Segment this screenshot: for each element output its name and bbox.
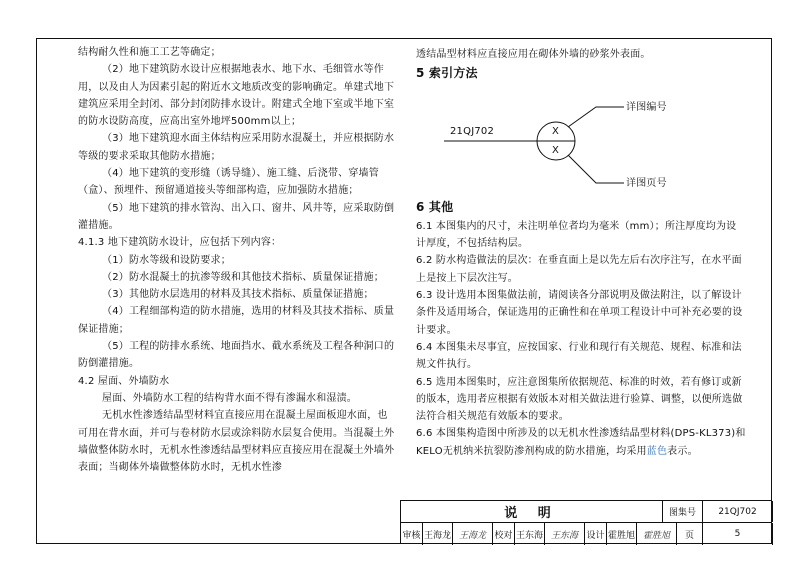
index-symbol-graphic	[416, 85, 746, 197]
paragraph: 6.1 本图集内的尺寸，未注明单位者均为毫米（mm）；所注厚度均为设计厚度，不包括结构层。	[416, 220, 737, 250]
blue-color-label: 蓝色	[646, 445, 668, 457]
atlas-number-label: 图集号	[663, 501, 703, 522]
reviewer-signature: 王海龙	[453, 523, 493, 545]
left-column	[78, 44, 396, 476]
title-block	[400, 500, 772, 544]
title-block-row	[401, 523, 772, 545]
paragraph: （5）工程的防排水系统、地面挡水、截水系统及工程各种洞口的防倒灌措施。	[78, 341, 395, 370]
paragraph: 6.5 选用本图集时，应注意图集所依据规范、标准的时效，若有修订或新的版本，选用者应根据有效版本对相关做法进行验算、调整，以便所选做法符合相关规范有效版本的要求。	[416, 376, 743, 423]
section-heading-6: 6 其他	[416, 199, 454, 214]
paragraph: （5）地下建筑的排水管沟、出入口、窗井、风井等，应采取防倒灌措施。	[78, 202, 395, 231]
checker-name: 王东海	[515, 523, 545, 545]
paragraph: 6.4 本图集未尽事宜，应按国家、行业和现行有关规范、规程、标准和法规文件执行。	[416, 341, 742, 371]
paragraph: 透结晶型材料应直接应用在砌体外墙的砂浆外表面。	[416, 49, 651, 60]
page-number: 5	[703, 523, 773, 545]
paragraph: 屋面、外墙防水工程的结构背水面不得有渗漏水和湿渍。	[102, 392, 357, 404]
paragraph: （4）工程细部构造的防水措施，选用的材料及其技术指标、质量保证措施；	[78, 306, 395, 335]
paragraph: （3）地下建筑迎水面主体结构应采用防水混凝土，并应根据防水等级的要求采取其他防水措施；	[78, 133, 395, 162]
paragraph: （4）地下建筑的变形缝（诱导缝）、施工缝、后浇带、穿墙管（盒）、预埋件、预留通道接头等细部构造，应加强防水措施；	[78, 168, 379, 197]
detail-page-label: 详图页号	[626, 177, 667, 189]
index-code: 21QJ702	[450, 125, 495, 137]
title-block-row	[401, 501, 772, 523]
page-label: 页	[677, 523, 703, 545]
index-diagram	[416, 85, 746, 197]
paragraph: （1）防水等级和设防要求；	[102, 254, 231, 266]
paragraph: 结构耐久性和施工工艺等确定；	[78, 47, 221, 58]
paragraph: 6.3 设计选用本图集做法前，请阅读各分部说明及做法附注，以了解设计条件及适用场合，保证选用的正确性和在单项工程设计中可补充必要的设计要求。	[416, 290, 743, 336]
designer-signature: 霍胜旭	[637, 523, 677, 545]
paragraph-text: 表示。	[667, 445, 698, 457]
section-heading-5: 5 索引方法	[416, 66, 478, 81]
designer-name: 霍胜旭	[607, 523, 637, 545]
paragraph: （3）其他防水层选用的材料及其技术指标、质量保证措施；	[102, 289, 374, 301]
paragraph: （2）地下建筑防水设计应根据地表水、地下水、毛细管水等作用，以及由人为因素引起的附近水文地质改变的影响确定。单建式地下建筑应采用全封闭、部分封闭防排水设计。附建式全地下室或半地下室的防水设防高度，应高出室外地坪500mm以上；	[78, 64, 395, 128]
check-label: 校对	[493, 523, 515, 545]
index-detail-number: X	[552, 125, 560, 137]
review-label: 审核	[401, 523, 423, 545]
right-column	[416, 46, 746, 460]
index-page-number: X	[552, 144, 560, 156]
checker-signature: 王东海	[545, 523, 585, 545]
reviewer-name: 王海龙	[423, 523, 453, 545]
section-heading: 4.2 屋面、外墙防水	[78, 375, 170, 387]
section-heading: 4.1.3 地下建筑防水设计，应包括下列内容：	[78, 237, 282, 249]
drawing-title: 说 明	[401, 501, 663, 522]
atlas-number: 21QJ702	[703, 501, 773, 522]
design-label: 设计	[585, 523, 607, 545]
paragraph-text: 6.6 本图集构造图中所涉及的以无机水性渗透结晶型材料(DPS-KL373)和KELO无机纳米抗裂防渗剂构成的防水措施，均采用	[416, 428, 746, 457]
paragraph: 无机水性渗透结晶型材料宜直接应用在混凝土屋面板迎水面，也可用在背水面，并可与卷材防水层或涂料防水层复合使用。当混凝土外墙做整体防水时，无机水性渗透结晶型材料应直接应用在混凝土外墙外表面；当砌体外墙做整体防水时，无机水性渗	[78, 410, 395, 474]
paragraph: （2）防水混凝土的抗渗等级和其他技术指标、质量保证措施；	[102, 271, 384, 283]
detail-number-label: 详图编号	[626, 101, 667, 113]
paragraph: 6.2 防水构造做法的层次：在垂直面上是以先左后右次序注写，在水平面上是按上下层次注写。	[416, 255, 742, 284]
paragraph	[416, 425, 746, 460]
